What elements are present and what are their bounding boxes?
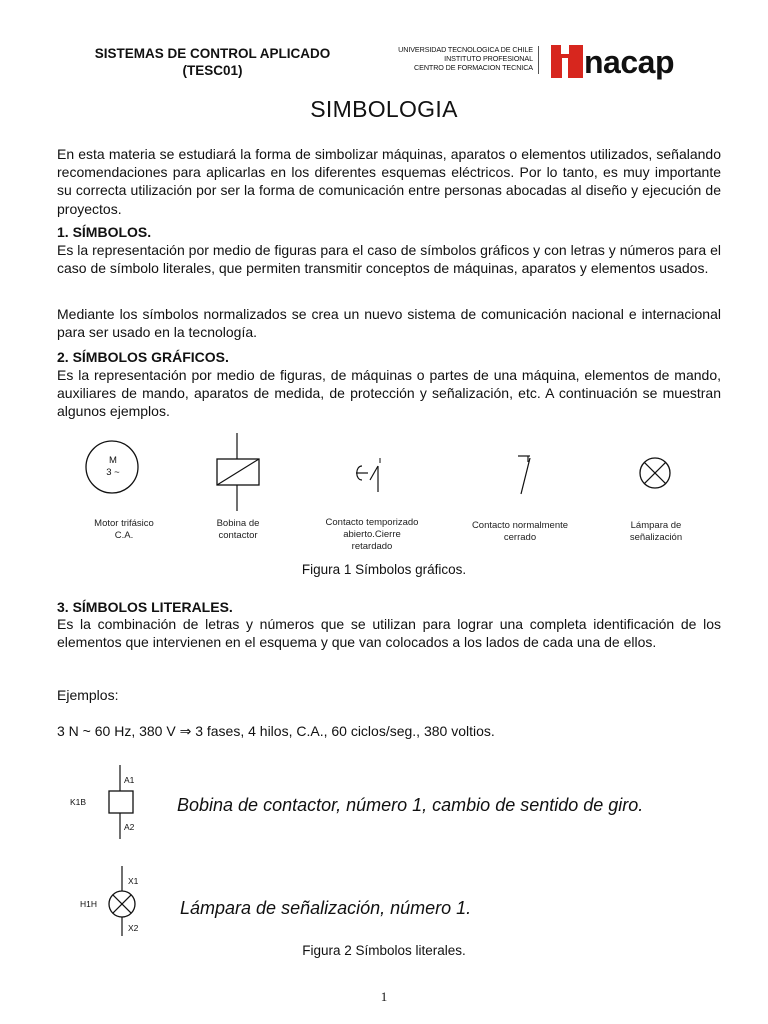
motor-symbol-label [96, 455, 130, 479]
course-header [60, 45, 365, 79]
coil-terminal-a2: A2 [124, 822, 135, 832]
coil-reference-k1b: K1B [70, 797, 87, 807]
coil-terminal-a1: A1 [124, 775, 135, 785]
figure-2-caption: Figura 2 Símbolos literales. [302, 943, 466, 958]
university-line-2: INSTITUTO PROFESIONAL [444, 54, 533, 63]
page-number: 1 [380, 989, 388, 1004]
nc-contact-symbol [510, 452, 540, 498]
lamp-terminal-x1: X1 [128, 876, 139, 886]
section-3-paragraph: Es la combinación de letras y números que se utilizan para lograr una completa identificación de los elementos que intervienen en el esquema y que van colocados a los lados de cada una de ellos. [57, 616, 721, 651]
timed-caption-line-1: Contacto temporizado [325, 517, 419, 528]
lamp-reference-h1h: H1H [80, 899, 98, 909]
coil-caption-line-1: Bobina de [216, 518, 260, 529]
lamp-description: Lámpara de señalización, número 1. [180, 898, 472, 918]
motor-phase-label: 3 ~ [106, 467, 120, 478]
nc-contact-caption [458, 520, 582, 544]
example-line: 3 N ~ 60 Hz, 380 V ⇒ 3 fases, 4 hilos, C.A., 60 ciclos/seg., 380 voltios. [57, 723, 495, 739]
signal-lamp-symbol [638, 456, 674, 492]
lamp-caption-line-2: señalización [629, 532, 683, 543]
section-2-heading: 2. SÍMBOLOS GRÁFICOS. [57, 349, 229, 365]
figure-1-caption: Figura 1 Símbolos gráficos. [301, 562, 467, 577]
contactor-coil-symbol [210, 433, 270, 513]
course-title: SISTEMAS DE CONTROL APLICADO [94, 46, 331, 61]
timed-contact-symbol [350, 456, 390, 496]
nc-caption-line-1: Contacto normalmente [471, 520, 569, 531]
section-3-heading: 3. SÍMBOLOS LITERALES. [57, 599, 233, 615]
motor-caption-line-1: Motor trifásico [94, 518, 154, 529]
section-1-paragraph-1: Es la representación por medio de figuras para el caso de símbolos gráficos y con letras y números para el caso de símbolo literales, que permiten transmitir conceptos de máquinas, aparatos y elementos usados. [57, 242, 721, 277]
motor-m-label: M [109, 455, 117, 466]
page-title: SIMBOLOGIA [310, 96, 458, 122]
course-code: (TESC01) [182, 63, 243, 78]
section-1-heading: 1. SÍMBOLOS. [57, 224, 152, 240]
timed-contact-caption [312, 517, 432, 553]
timed-caption-line-3: retardado [351, 541, 393, 552]
lamp-caption-line-1: Lámpara de [630, 520, 682, 531]
inacap-logo-text: nacap [584, 44, 674, 80]
inacap-logo-mark [551, 45, 583, 78]
university-line-3: CENTRO DE FORMACION TECNICA [414, 63, 533, 72]
lamp-terminal-x2: X2 [128, 923, 139, 933]
coil-caption-line-2: contactor [218, 530, 258, 541]
section-1-paragraph-2: Mediante los símbolos normalizados se crea un nuevo sistema de comunicación nacional e internacional para ser usado en la tecnología. [57, 306, 721, 341]
coil-caption [198, 518, 278, 542]
logo-divider [538, 46, 539, 74]
coil-description: Bobina de contactor, número 1, cambio de sentido de giro. [177, 795, 644, 815]
motor-caption-line-2: C.A. [114, 530, 134, 541]
examples-label: Ejemplos: [57, 687, 119, 703]
lamp-caption [606, 520, 706, 544]
intro-paragraph: En esta materia se estudiará la forma de simbolizar máquinas, aparatos o elementos utilizados, señalando recomendaciones para aplicarlas en los diferentes esquemas eléctricos. Por lo tanto, es muy importante su correcta utilización por ser la forma de comunicación entre personas abocadas al diseño y ejecución de proyectos. [57, 146, 721, 217]
university-lines [378, 45, 533, 72]
nc-caption-line-2: cerrado [503, 532, 537, 543]
motor-caption [74, 518, 174, 542]
timed-caption-line-2: abierto.Cierre [343, 529, 401, 540]
university-line-1: UNIVERSIDAD TECNOLOGICA DE CHILE [398, 45, 533, 54]
section-2-paragraph: Es la representación por medio de figuras, de máquinas o partes de una máquina, elementos de mando, auxiliares de mando, aparatos de medida, de protección y señalización, etc. A continuación se muestran algunos ejemplos. [57, 367, 721, 420]
